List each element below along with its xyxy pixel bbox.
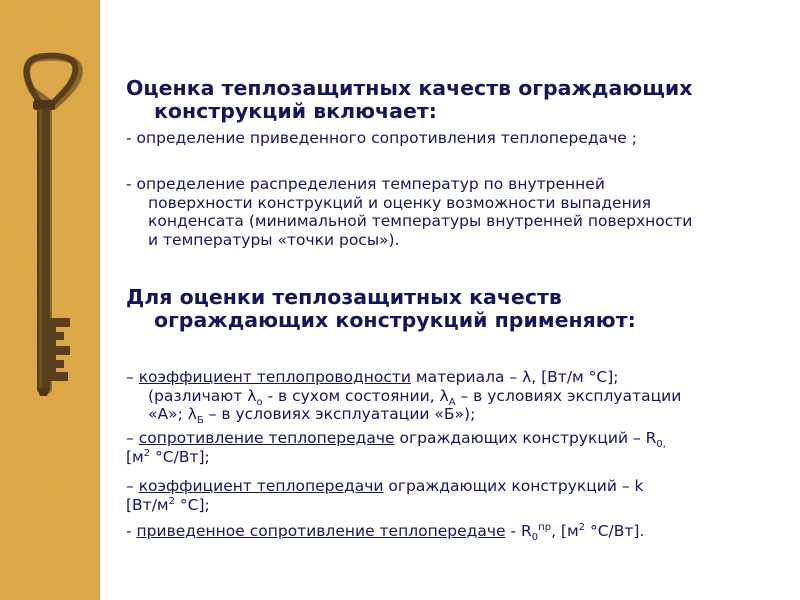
item-temperature-distribution	[126, 175, 692, 249]
unit-text: [Вт/м	[126, 495, 169, 514]
unit-text: °С];	[175, 495, 210, 514]
list-reduced-resistance	[126, 521, 645, 544]
list-line	[126, 405, 681, 427]
text-span: «А»; λ	[148, 405, 197, 423]
subscript: А	[448, 396, 456, 408]
subscript: 0	[531, 532, 539, 544]
superscript: 2	[168, 495, 175, 507]
heading-assessment	[126, 77, 692, 123]
list-heat-transfer-coefficient	[126, 477, 644, 514]
list-dash: –	[126, 477, 139, 495]
heading-applied	[126, 286, 636, 332]
item-rest: ограждающих конструкций – k	[383, 477, 644, 495]
item-line: конденсата (минимальной температуры внутренней поверхности	[148, 212, 693, 230]
unit-text: °С/Вт];	[150, 447, 210, 466]
item-rest: ограждающих конструкций – R	[394, 429, 657, 447]
subscript: о	[256, 396, 263, 408]
list-line	[126, 521, 645, 544]
list-dash: –	[126, 429, 139, 447]
list-line	[126, 496, 644, 515]
item-line: и температуры «точки росы»).	[148, 230, 400, 249]
superscript: пр	[538, 521, 552, 533]
item-reduced-resistance	[126, 129, 637, 148]
term-heat-transfer-coefficient: коэффициент теплопередачи	[138, 477, 384, 495]
unit-text: , [м	[551, 522, 579, 540]
list-thermal-conductivity	[126, 368, 682, 427]
item-text: - определение приведенного сопротивления теплопередаче ;	[126, 129, 637, 147]
list-line	[126, 429, 666, 451]
term-thermal-conductivity: коэффициент теплопроводности	[138, 368, 411, 386]
text-span: – в условиях эксплуатации	[455, 386, 682, 405]
list-dash: –	[126, 368, 139, 386]
list-line	[126, 368, 681, 387]
list-dash: -	[126, 522, 137, 540]
list-heat-transfer-resistance	[126, 429, 666, 466]
heading-line: Оценка теплозащитных качеств ограждающих	[126, 76, 693, 100]
item-line: поверхности конструкций и оценку возможности выпадения	[148, 193, 652, 212]
item-rest: материала – λ, [Вт/м °С];	[411, 368, 619, 386]
slide-content	[126, 0, 800, 600]
old-key-image	[0, 0, 100, 600]
list-line	[126, 448, 666, 467]
heading-line: Для оценки теплозащитных качеств	[126, 285, 562, 309]
side-panel	[0, 0, 100, 600]
superscript: 2	[578, 521, 586, 533]
subscript: Б	[196, 415, 204, 427]
heading-line: ограждающих конструкций применяют:	[154, 308, 636, 332]
item-line: - определение распределения температур по внутренней	[126, 175, 605, 193]
item-rest: - R	[505, 522, 532, 540]
subscript: 0,	[656, 439, 666, 451]
text-span: – в условиях эксплуатации «Б»);	[203, 405, 476, 423]
text-span: - в сухом состоянии, λ	[262, 386, 449, 405]
text-span: (различают λ	[148, 386, 257, 405]
term-heat-transfer-resistance: сопротивление теплопередаче	[138, 429, 395, 447]
list-line	[126, 387, 681, 406]
heading-line: конструкций включает:	[154, 99, 437, 123]
superscript: 2	[143, 447, 151, 459]
unit-text: °С/Вт].	[585, 522, 645, 540]
term-reduced-resistance: приведенное сопротивление теплопередаче	[136, 522, 506, 540]
list-line	[126, 477, 644, 496]
unit-text: [м	[126, 447, 144, 466]
